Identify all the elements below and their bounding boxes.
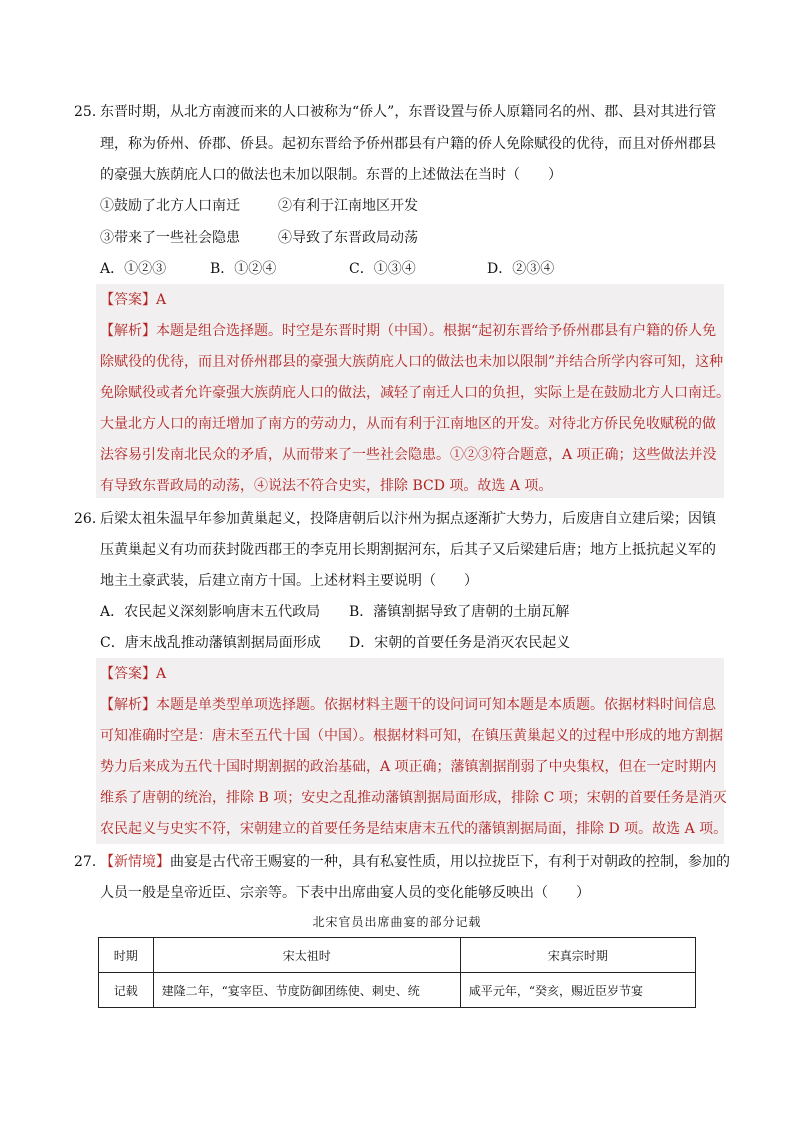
answer-option-c: C．①③④ xyxy=(349,261,416,277)
statement-item: ②有利于江南地区开发 xyxy=(278,198,418,214)
question-number: 25． xyxy=(74,104,106,120)
answer-value: A xyxy=(156,292,167,308)
answer-option-b: B．①②④ xyxy=(210,261,277,277)
answer-option-a: A．①②③ xyxy=(100,261,167,277)
analysis-text: 法容易引发南北民众的矛盾，从而带来了一些社会隐患。①②③符合题意，A 项正确；这些做法并没 xyxy=(100,447,717,463)
new-context-tag: 【新情境】 xyxy=(100,854,170,870)
answer-value: A xyxy=(156,666,167,682)
analysis-tag: 【解析】 xyxy=(100,323,156,339)
answer-option-a: A．农民起义深刻影响唐末五代政局 xyxy=(100,604,321,620)
answer-option-d: D．宋朝的首要任务是消灭农民起义 xyxy=(349,635,571,651)
table-header-row xyxy=(99,938,696,973)
question-number: 27． xyxy=(74,854,106,870)
answer-tag: 【答案】 xyxy=(100,292,156,308)
table-header-cell: 时期 xyxy=(99,938,154,973)
table-header-cell: 宋真宗时期 xyxy=(460,938,695,973)
table-title: 北宋官员出席曲宴的部分记载 xyxy=(312,915,482,929)
question-text: 曲宴是古代帝王赐宴的一种，具有私宴性质，用以拉拢臣下，有利于对朝政的控制，参加的 xyxy=(170,854,730,870)
table-row-label: 记载 xyxy=(99,973,154,1008)
question-text-line xyxy=(100,852,730,872)
analysis-line xyxy=(100,321,716,341)
question-text-line: 的豪强大族荫庇人口的做法也未加以限制。东晋的上述做法在当时（ ） xyxy=(100,167,562,183)
answer-option-b: B．藩镇割据导致了唐朝的土崩瓦解 xyxy=(349,604,570,620)
answer-option-d: D．②③④ xyxy=(487,261,555,277)
analysis-text: 本题是组合选择题。时空是东晋时期（中国）。根据“起初东晋给予侨州郡县有户籍的侨人免 xyxy=(156,323,717,339)
answer-block xyxy=(96,658,728,844)
analysis-text: 势力后来成为五代十国时期割据的政治基础，A 项正确；藩镇割据削弱了中央集权，但在一定时期内 xyxy=(100,759,717,775)
statement-item: ④导致了东晋政局动荡 xyxy=(278,230,418,246)
question-text-line: 地主土豪武装，后建立南方十国。上述材料主要说明（ ） xyxy=(100,573,478,589)
analysis-text: 农民起义与史实不符，宋朝建立的首要任务是结束唐末五代的藩镇割据局面，排除 D 项。故选 A 项。 xyxy=(100,821,728,837)
analysis-text: 有导致东晋政局的动荡，④说法不符合史实，排除 BCD 项。故选 A 项。 xyxy=(100,478,553,494)
question-text-line: 压黄巢起义有功而获封陇西郡王的李克用长期割据河东，后其子又后梁建后唐；地方上抵抗起义军的 xyxy=(100,542,716,558)
analysis-text: 大量北方人口的南迁增加了南方的劳动力，从而有利于江南地区的开发。对待北方侨民免收赋税的做 xyxy=(100,416,716,432)
answer-option-c: C．唐末战乱推动藩镇割据局面形成 xyxy=(100,635,321,651)
analysis-text: 本题是单类型单项选择题。依据材料主题干的设问词可知本题是本质题。依据材料时间信息 xyxy=(156,697,716,713)
answer-line xyxy=(100,664,166,684)
statement-item: ③带来了一些社会隐患 xyxy=(100,230,240,246)
analysis-text: 可知准确时空是：唐末至五代十国（中国）。根据材料可知，在镇压黄巢起义的过程中形成的地方割据 xyxy=(100,728,723,744)
analysis-line xyxy=(100,695,716,715)
answer-line xyxy=(100,290,166,310)
answer-block xyxy=(96,284,730,498)
table-cell: 咸平元年，“癸亥，赐近臣岁节宴 xyxy=(460,973,695,1008)
analysis-tag: 【解析】 xyxy=(100,697,156,713)
analysis-text: 免除赋役或者允许豪强大族荫庇人口的做法，减轻了南迁人口的负担，实际上是在鼓励北方人口南迁。 xyxy=(100,385,730,401)
record-table xyxy=(98,937,696,1008)
question-text-line: 后梁太祖朱温早年参加黄巢起义，投降唐朝后以汴州为据点逐渐扩大势力，后废唐自立建后梁；因镇 xyxy=(100,511,716,527)
question-text-line: 理，称为侨州、侨郡、侨县。起初东晋给予侨州郡县有户籍的侨人免除赋役的优待，而且对侨州郡县 xyxy=(100,136,716,152)
statement-item: ①鼓励了北方人口南迁 xyxy=(100,198,240,214)
table-row xyxy=(99,973,696,1008)
question-text-line: 人员一般是皇帝近臣、宗亲等。下表中出席曲宴人员的变化能够反映出（ ） xyxy=(100,885,590,901)
table-header-cell: 宋太祖时 xyxy=(153,938,460,973)
analysis-text: 维系了唐朝的统治，排除 B 项；安史之乱推动藩镇割据局面形成，排除 C 项；宋朝的首要任务是消灭 xyxy=(100,790,727,806)
question-text-line: 东晋时期，从北方南渡而来的人口被称为“侨人”，东晋设置与侨人原籍同名的州、郡、县对其进行管 xyxy=(100,104,717,120)
question-number: 26． xyxy=(74,511,106,527)
analysis-text: 除赋役的优待，而且对侨州郡县的豪强大族荫庇人口的做法也未加以限制”并结合所学内容可知，这种 xyxy=(100,354,724,370)
table-cell: 建隆二年，“宴宰臣、节度防御团练使、刺史、统 xyxy=(153,973,460,1008)
answer-tag: 【答案】 xyxy=(100,666,156,682)
